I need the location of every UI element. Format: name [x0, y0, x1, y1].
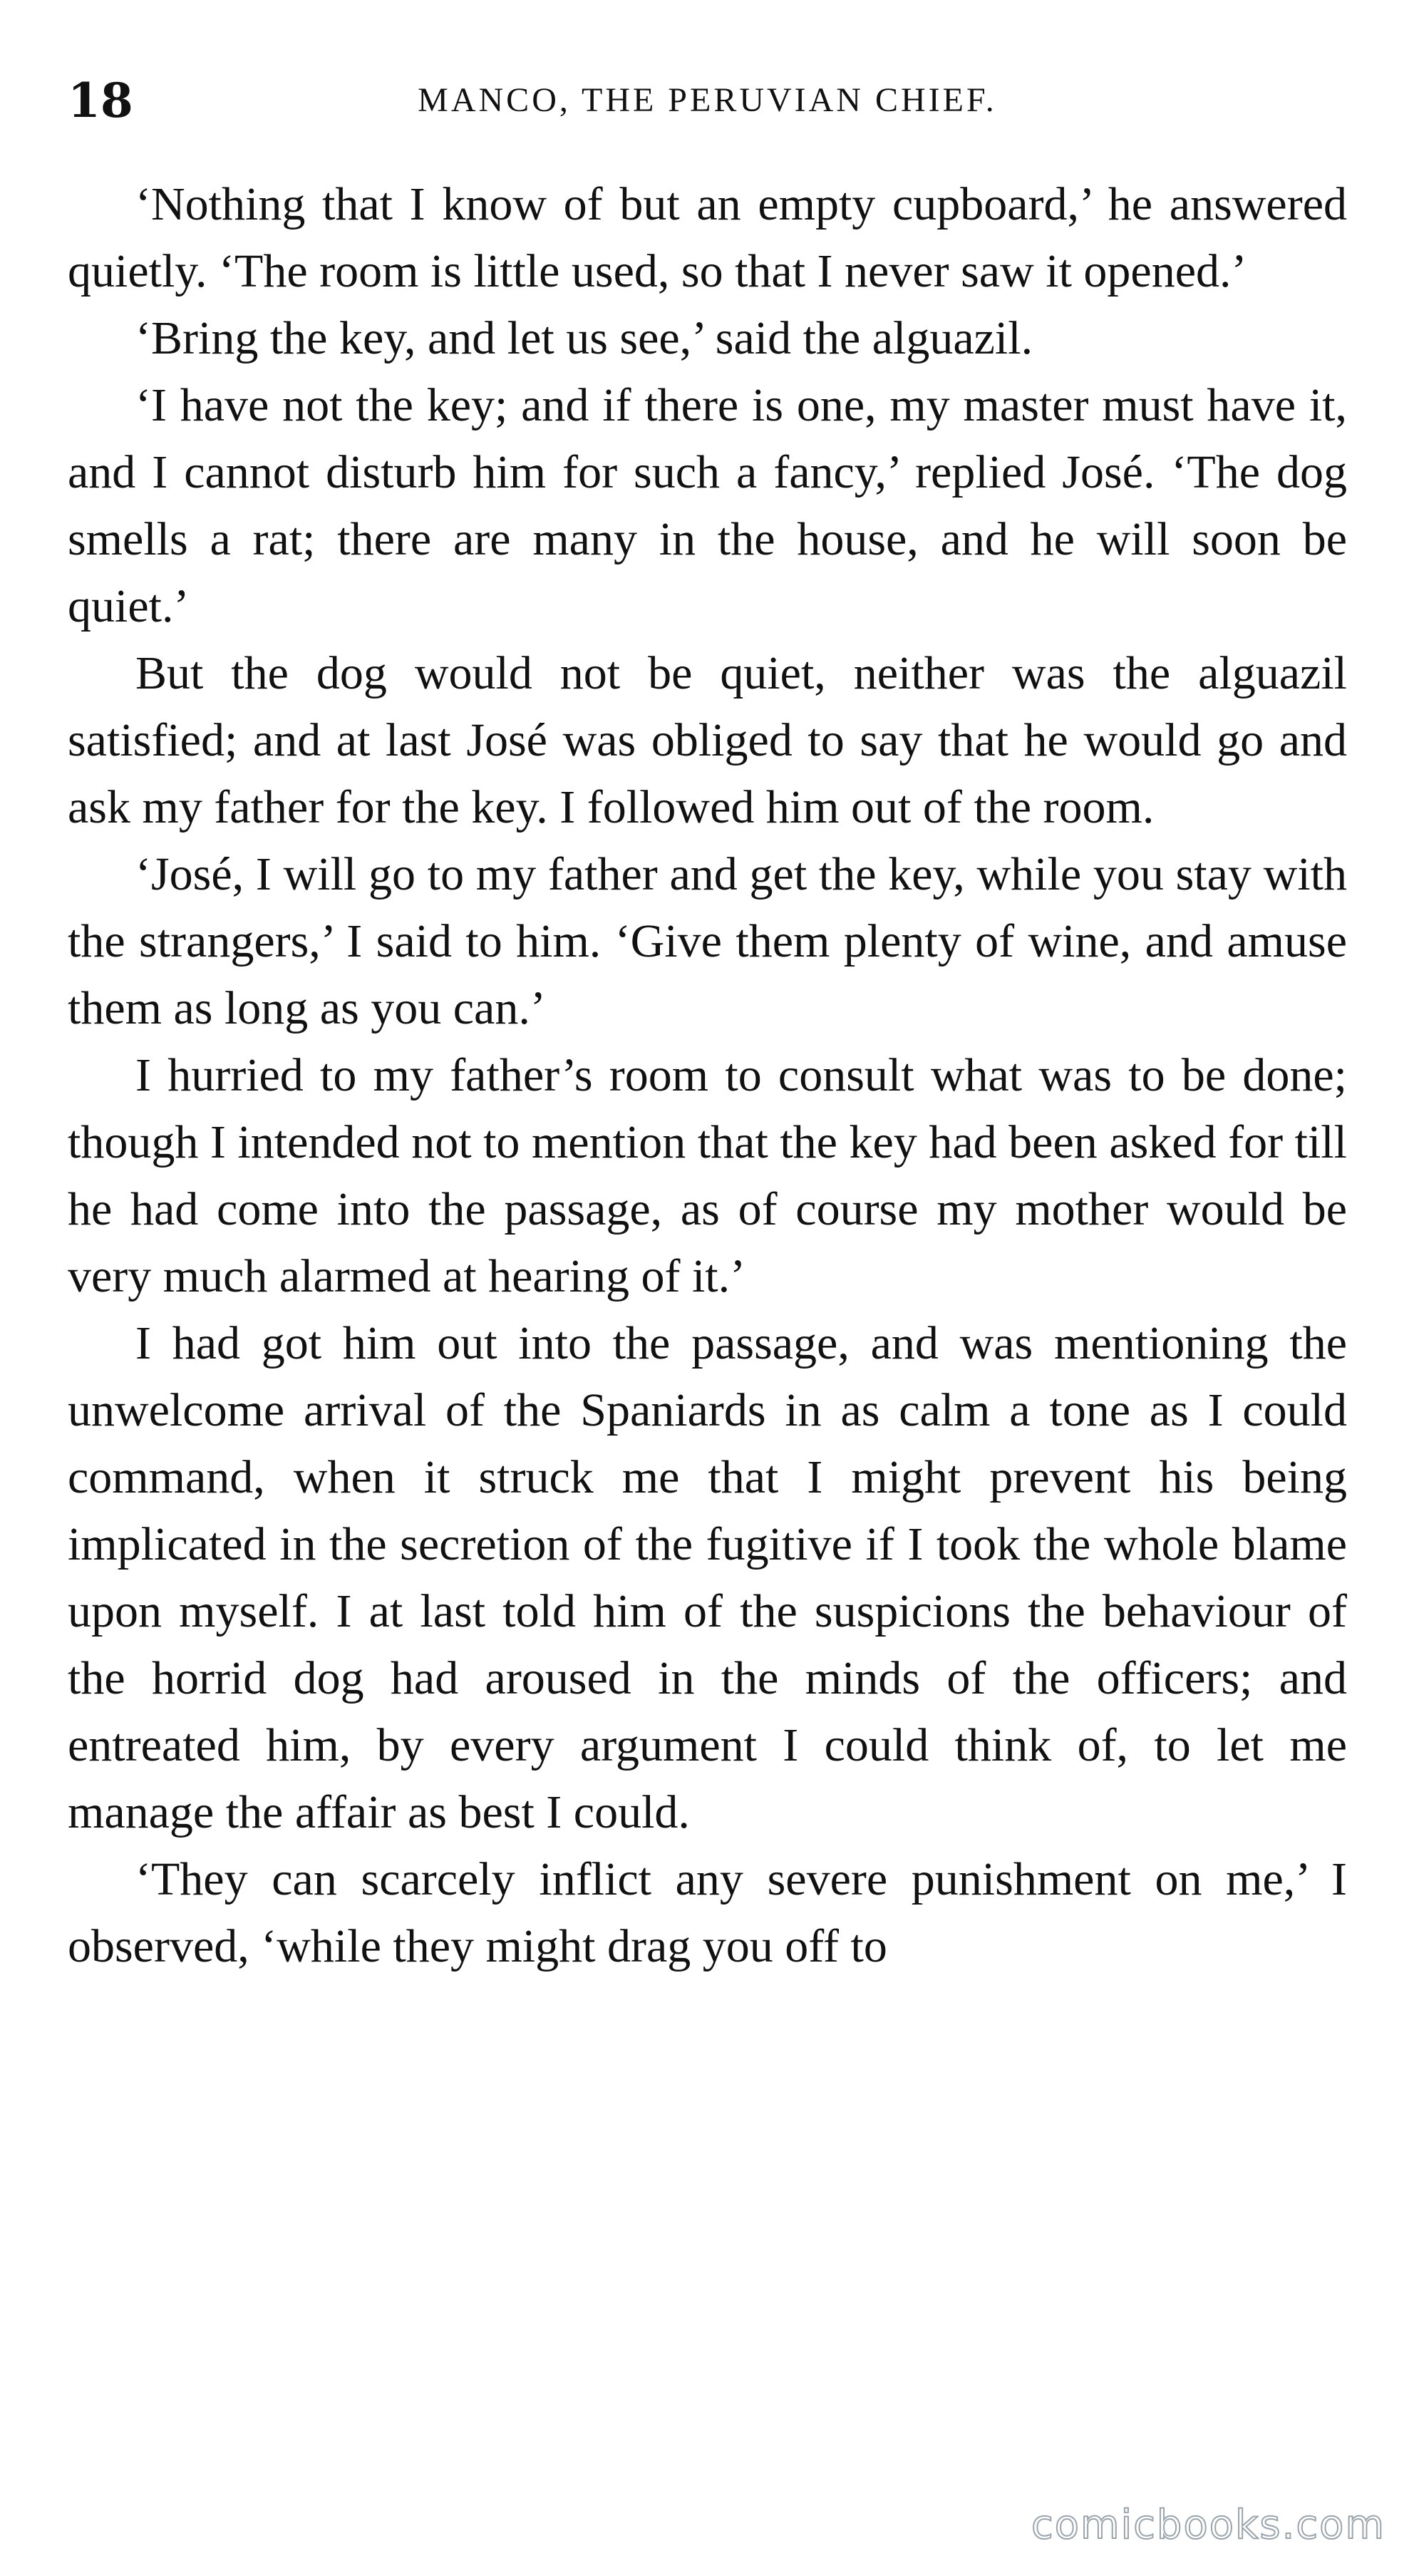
paragraph-2: ‘Bring the key, and let us see,’ said the alguazil.	[135, 312, 1033, 364]
paragraph-8: ‘They can scarcely inflict any severe punishment on me,’ I observed, ‘while they might drag you off to	[68, 1853, 1347, 1972]
running-title: MANCO, THE PERUVIAN CHIEF.	[418, 81, 997, 119]
paragraph-3: ‘I have not the key; and if there is one, my master must have it, and I cannot disturb him for such a fancy,’ replied José. ‘The dog smells a rat; there are many in the house, and he will soon be quiet.’	[68, 379, 1347, 632]
page-number: 18	[68, 73, 133, 128]
paragraph-1: ‘Nothing that I know of but an empty cupboard,’ he answered quietly. ‘The room is little used, so that I never saw it opened.’	[68, 178, 1347, 297]
running-head	[68, 68, 1347, 133]
watermark: comicbooks.com	[1031, 2502, 1385, 2548]
body-text	[68, 171, 1347, 1980]
paragraph-5: ‘José, I will go to my father and get the key, while you stay with the strangers,’ I said to him. ‘Give them plenty of wine, and amuse them as long as you can.’	[68, 848, 1347, 1034]
paragraph-7: I had got him out into the passage, and was mentioning the unwelcome arrival of the Spaniards in as calm a tone as I could command, when it struck me that I might prevent his being implicated in the secretion of the fugitive if I took the whole blame upon myself. I at last told him of the suspicions the behaviour of the horrid dog had aroused in the minds of the officers; and entreated him, by every argument I could think of, to let me manage the affair as best I could.	[68, 1317, 1347, 1838]
paragraph-6: I hurried to my father’s room to consult what was to be done; though I intended not to mention that the key had been asked for till he had come into the passage, as of course my mother would be very much alarmed at hearing of it.’	[68, 1049, 1347, 1302]
paragraph-4: But the dog would not be quiet, neither was the alguazil satisfied; and at last José was obliged to say that he would go and ask my father for the key. I followed him out of the room.	[68, 647, 1347, 833]
